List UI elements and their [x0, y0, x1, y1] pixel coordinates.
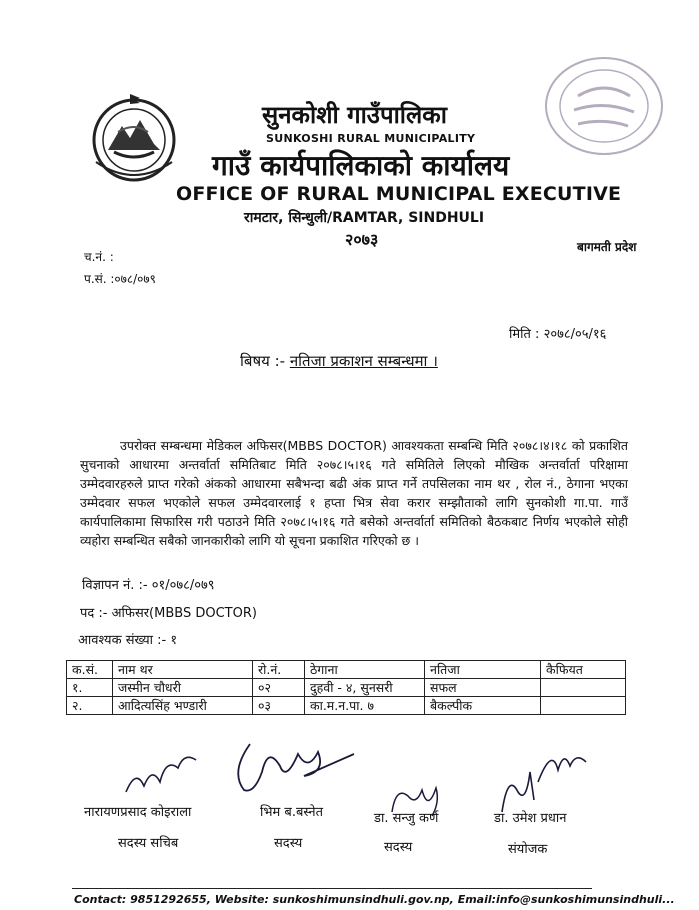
dispatch-number: च.नं. :: [84, 250, 114, 264]
header-result: नतिजा: [425, 661, 541, 679]
required-count: आवश्यक संख्या :- १: [78, 633, 178, 648]
cell-serial: १.: [67, 679, 113, 697]
subject-line: [240, 351, 438, 371]
cell-result: बैकल्पीक: [425, 697, 541, 715]
cell-name: आदित्यसिंह भण्डारी: [113, 697, 253, 715]
table-row: [67, 679, 626, 697]
header-name: नाम थर: [113, 661, 253, 679]
cell-address: का.म.न.पा. ७: [305, 697, 425, 715]
office-name-nepali: गाउँ कार्यपालिकाको कार्यालय: [212, 149, 510, 182]
cell-roll: ०२: [253, 679, 305, 697]
signatory-2-role: सदस्य: [274, 836, 303, 851]
notice-body-text: उपरोक्त सम्बन्धमा मेडिकल अफिसर(MBBS DOCTOR) आवश्यकता सम्बन्धि मिति २०७८।४।१८ को प्रकाशित सुचनाको आधारमा अन्तर्वार्ता समितिबाट मिति २०७८।५।१६ गते समितिले लिएको मौखिक अन्तर्वार्ता परिक्षामा उम्मेदवारहरुले प्राप्त गरेको अंकको आधारमा सबैभन्दा बढी अंक प्राप्त गर्ने तपसिलका नाम थर , रोल नं., ठेगाना भएका उम्मेदवार सफल भएकोले सफल उम्मेदवारलाई १ हप्ता भित्र सेवा करार सम्झौताको लागि सुनकोशी गा.पा. गाउँ कार्यपालिकामा सिफारिस गरी पठाउने मिति २०७८।५।१६ गते बसेको अन्तर्वार्ता समितिको बैठकबाट निर्णय भएकोले सोही व्यहोरा सम्बन्धित सबैको जानकारीको लागि यो सूचना प्रकाशित गरिएको छ ।: [80, 438, 628, 548]
cell-roll: ०३: [253, 697, 305, 715]
signature-2: [228, 732, 358, 798]
signatory-1-name: नारायणप्रसाद कोइराला: [84, 805, 192, 820]
municipality-name-english: SUNKOSHI RURAL MUNICIPALITY: [266, 132, 476, 145]
advertisement-number: विज्ञापन नं. :- ०१/०७८/०७९: [82, 578, 215, 593]
signatory-3-role: सदस्य: [384, 840, 413, 855]
subject-label: बिषय :-: [240, 352, 286, 370]
header-remarks: कैफियत: [541, 661, 626, 679]
office-address: रामटार, सिन्धुली/RAMTAR, SINDHULI: [244, 210, 485, 226]
established-year: २०७३: [345, 230, 379, 249]
signature-1: [122, 748, 202, 798]
signatory-2-name: भिम ब.बस्नेत: [260, 805, 323, 820]
post-title: पद :- अफिसर(MBBS DOCTOR): [80, 606, 257, 621]
municipality-name-nepali: सुनकोशी गाउँपालिका: [262, 100, 447, 129]
official-stamp: [538, 50, 670, 162]
cell-name: जस्मीन चौधरी: [113, 679, 253, 697]
municipality-emblem-logo: [88, 92, 180, 184]
header-roll: रो.नं.: [253, 661, 305, 679]
signatory-4-name: डा. उमेश प्रधान: [494, 811, 567, 826]
letter-number: प.सं. :०७८/०७९: [84, 272, 156, 286]
footer-divider: [72, 888, 592, 889]
cell-remarks: [541, 697, 626, 715]
cell-remarks: [541, 679, 626, 697]
cell-address: दुहवी - ४, सुनसरी: [305, 679, 425, 697]
subject-text: नतिजा प्रकाशन सम्बन्धमा ।: [289, 352, 438, 370]
table-header-row: [67, 661, 626, 679]
signatory-1-role: सदस्य सचिब: [118, 836, 179, 851]
notice-body: [80, 436, 628, 550]
cell-result: सफल: [425, 679, 541, 697]
header-address: ठेगाना: [305, 661, 425, 679]
signatory-3-name: डा. सन्जु कर्ण: [374, 811, 439, 826]
results-table: [66, 660, 626, 715]
cell-serial: २.: [67, 697, 113, 715]
letter-date: मिति : २०७८/०५/१६: [509, 327, 607, 342]
header-serial: क.सं.: [67, 661, 113, 679]
signatory-4-role: संयोजक: [508, 842, 548, 857]
office-name-english: OFFICE OF RURAL MUNICIPAL EXECUTIVE: [176, 183, 622, 205]
province-name: बागमती प्रदेश: [577, 240, 637, 254]
table-row: [67, 697, 626, 715]
footer-contact: Contact: 9851292655, Website: sunkoshimunsindhuli.gov.np, Email:info@sunkoshimunsindhuli...: [74, 893, 675, 906]
